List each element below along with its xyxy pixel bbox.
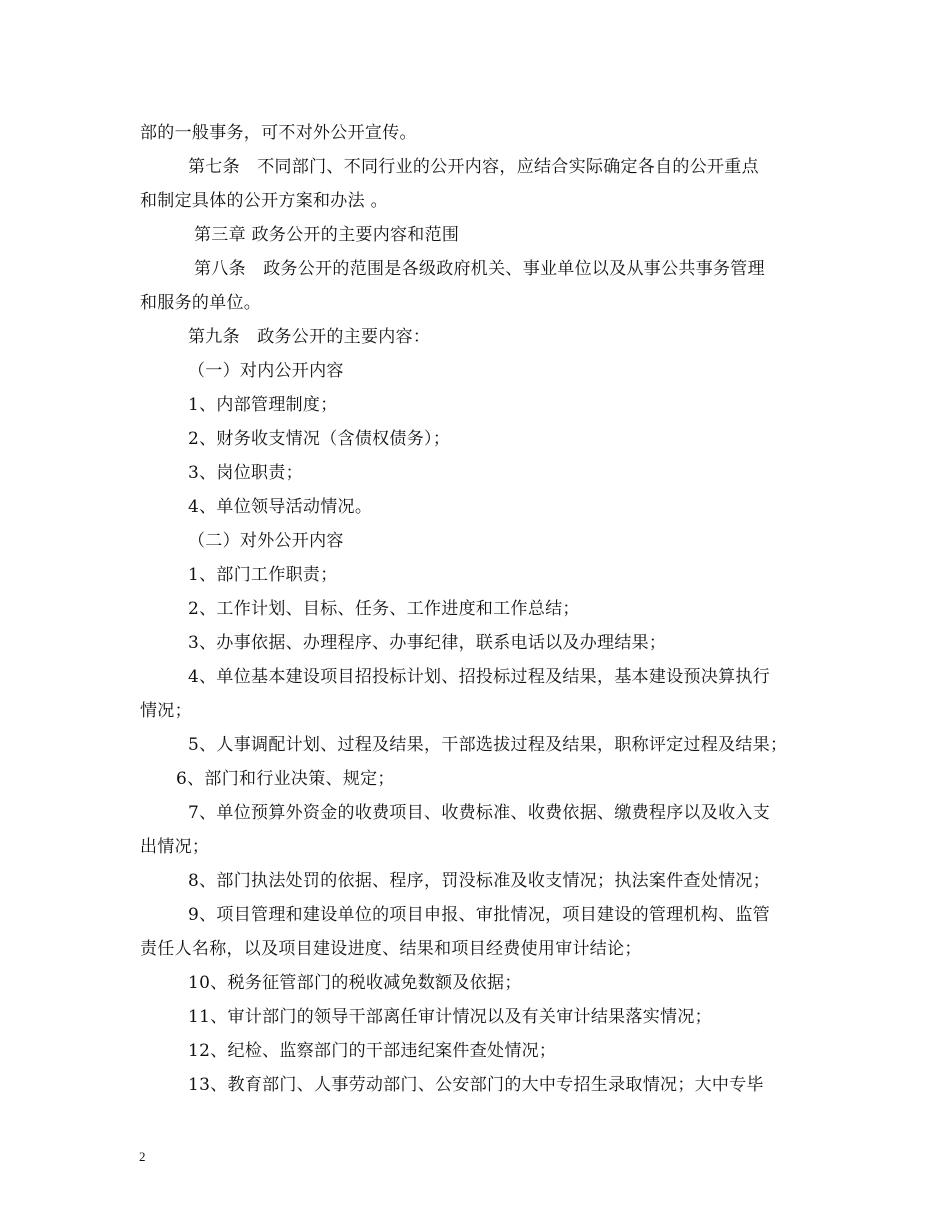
text-line: 10、税务征管部门的税收减免数额及依据； <box>188 973 522 993</box>
text-line: 2、财务收支情况（含债权债务）； <box>188 429 451 449</box>
text-line: 4、单位基本建设项目招投标计划、招投标过程及结果，基本建设预决算执行 <box>188 667 771 687</box>
text-line: 责任人名称，以及项目建设进度、结果和项目经费使用审计结论； <box>140 939 642 959</box>
text-line: 11、审计部门的领导干部离任审计情况以及有关审计结果落实情况； <box>188 1007 712 1027</box>
text-line: 8、部门执法处罚的依据、程序，罚没标准及收支情况；执法案件查处情况； <box>188 871 771 891</box>
document-body <box>140 116 816 1102</box>
text-line: 2、工作计划、目标、任务、工作进度和工作总结； <box>188 599 580 619</box>
text-line: 12、纪检、监察部门的干部违纪案件查处情况； <box>188 1041 557 1061</box>
text-line: 6、部门和行业决策、规定； <box>176 769 395 789</box>
text-line: 第三章 政务公开的主要内容和范围 <box>194 225 460 245</box>
text-line: 和服务的单位。 <box>140 293 262 313</box>
text-line: （二）对外公开内容 <box>188 531 344 551</box>
page-number: 2 <box>139 1149 146 1164</box>
text-line: 13、教育部门、人事劳动部门、公安部门的大中专招生录取情况；大中专毕 <box>188 1075 764 1095</box>
text-line: 1、部门工作职责； <box>188 565 338 585</box>
text-line: 第七条 不同部门、不同行业的公开内容，应结合实际确定各自的公开重点 <box>188 157 759 177</box>
text-line: 1、内部管理制度； <box>188 395 338 415</box>
text-line: 部的一般事务，可不对外公开宣传。 <box>140 123 417 143</box>
text-line: 4、单位领导活动情况。 <box>188 497 373 517</box>
text-line: 和制定具体的公开方案和办法 。 <box>140 191 388 211</box>
text-line: 出情况； <box>140 837 210 857</box>
text-line: 第九条 政务公开的主要内容： <box>188 327 431 347</box>
text-line: 3、岗位职责； <box>188 463 303 483</box>
text-line: 7、单位预算外资金的收费项目、收费标准、收费依据、缴费程序以及收入支 <box>188 803 771 823</box>
text-line: 9、项目管理和建设单位的项目申报、审批情况，项目建设的管理机构、监管 <box>188 905 771 925</box>
text-line: （一）对内公开内容 <box>188 361 344 381</box>
text-line: 情况； <box>140 701 192 721</box>
text-line: 3、办事依据、办理程序、办事纪律，联系电话以及办理结果； <box>188 633 667 653</box>
text-line: 第八条 政务公开的范围是各级政府机关、事业单位以及从事公共事务管理 <box>194 259 765 279</box>
text-line: 5、人事调配计划、过程及结果，干部选拔过程及结果，职称评定过程及结果； <box>188 735 788 755</box>
